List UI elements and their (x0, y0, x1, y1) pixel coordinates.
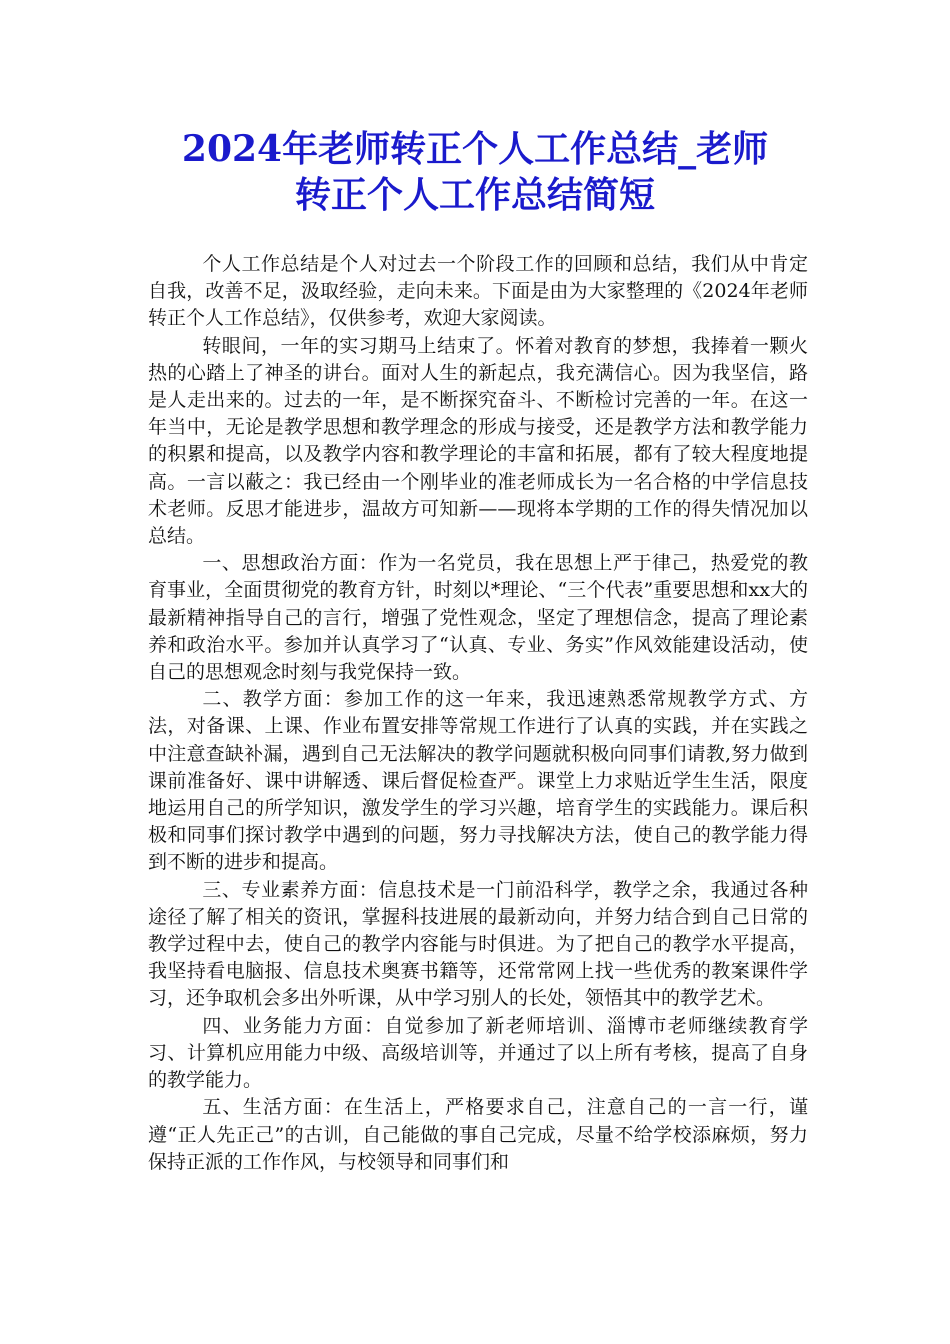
paragraph-political: 一、思想政治方面：作为一名党员，我在思想上严于律己，热爱党的教育事业，全面贯彻党的教育方针，时刻以*理论、“三个代表”重要思想和xx大的最新精神指导自己的言行，增强了党性观念，坚定了理想信念，提高了理论素养和政治水平。参加并认真学习了“认真、专业、务实”作风效能建设活动，使自己的思想观念时刻与我党保持一致。 (148, 552, 808, 684)
title-line-2: 转正个人工作总结简短 (294, 174, 655, 216)
paragraph-overview: 转眼间，一年的实习期马上结束了。怀着对教育的梦想，我捧着一颗火热的心踏上了神圣的讲台。面对人生的新起点，我充满信心。因为我坚信，路是人走出来的。过去的一年，是不断探究奋斗、不断检讨完善的一年。在这一年当中，无论是教学思想和教学理念的形成与接受，还是教学方法和教学能力的积累和提高，以及教学内容和教学理论的丰富和拓展，都有了较大程度地提高。一言以蔽之：我已经由一个刚毕业的准老师成长为一名合格的中学信息技术老师。反思才能进步，温故方可知新——现将本学期的工作的得失情况加以总结。 (148, 334, 808, 548)
paragraph-business: 四、业务能力方面：自觉参加了新老师培训、淄博市老师继续教育学习、计算机应用能力中级、高级培训等，并通过了以上所有考核，提高了自身的教学能力。 (148, 1014, 808, 1092)
paragraph-life: 五、生活方面：在生活上，严格要求自己，注意自己的一言一行，谨遵“正人先正己”的古训，自己能做的事自己完成，尽量不给学校添麻烦，努力保持正派的工作作风，与校领导和同事们和 (148, 1096, 808, 1173)
paragraph-intro: 个人工作总结是个人对过去一个阶段工作的回顾和总结，我们从中肯定自我，改善不足，汲取经验，走向未来。下面是由为大家整理的《2024年老师转正个人工作总结》，仅供参考，欢迎大家阅读。 (148, 253, 808, 330)
title-line-1: 2024年老师转正个人工作总结_老师 (181, 128, 769, 170)
paragraph-teaching: 二、教学方面：参加工作的这一年来，我迅速熟悉常规教学方式、方法，对备课、上课、作业布置安排等常规工作进行了认真的实践，并在实践之中注意查缺补漏，遇到自己无法解决的教学问题就积极向同事们请教,努力做到课前准备好、课中讲解透、课后督促检查严。课堂上力求贴近学生生活，限度地运用自己的所学知识，激发学生的学习兴趣，培育学生的实践能力。课后积极和同事们探讨教学中遇到的问题，努力寻找解决方法，使自己的教学能力得到不断的进步和提高。 (148, 688, 808, 874)
document-body (148, 251, 808, 1321)
paragraph-professional: 三、专业素养方面：信息技术是一门前沿科学，教学之余，我通过各种途径了解了相关的资讯，掌握科技进展的最新动向，并努力结合到自己日常的教学过程中去，使自己的教学内容能与时俱进。为了把自己的教学水平提高，我坚持看电脑报、信息技术奥赛书籍等，还常常网上找一些优秀的教案课件学习，还争取机会多出外听课，从中学习别人的长处，领悟其中的教学艺术。 (148, 878, 808, 1010)
document-title (120, 126, 830, 218)
